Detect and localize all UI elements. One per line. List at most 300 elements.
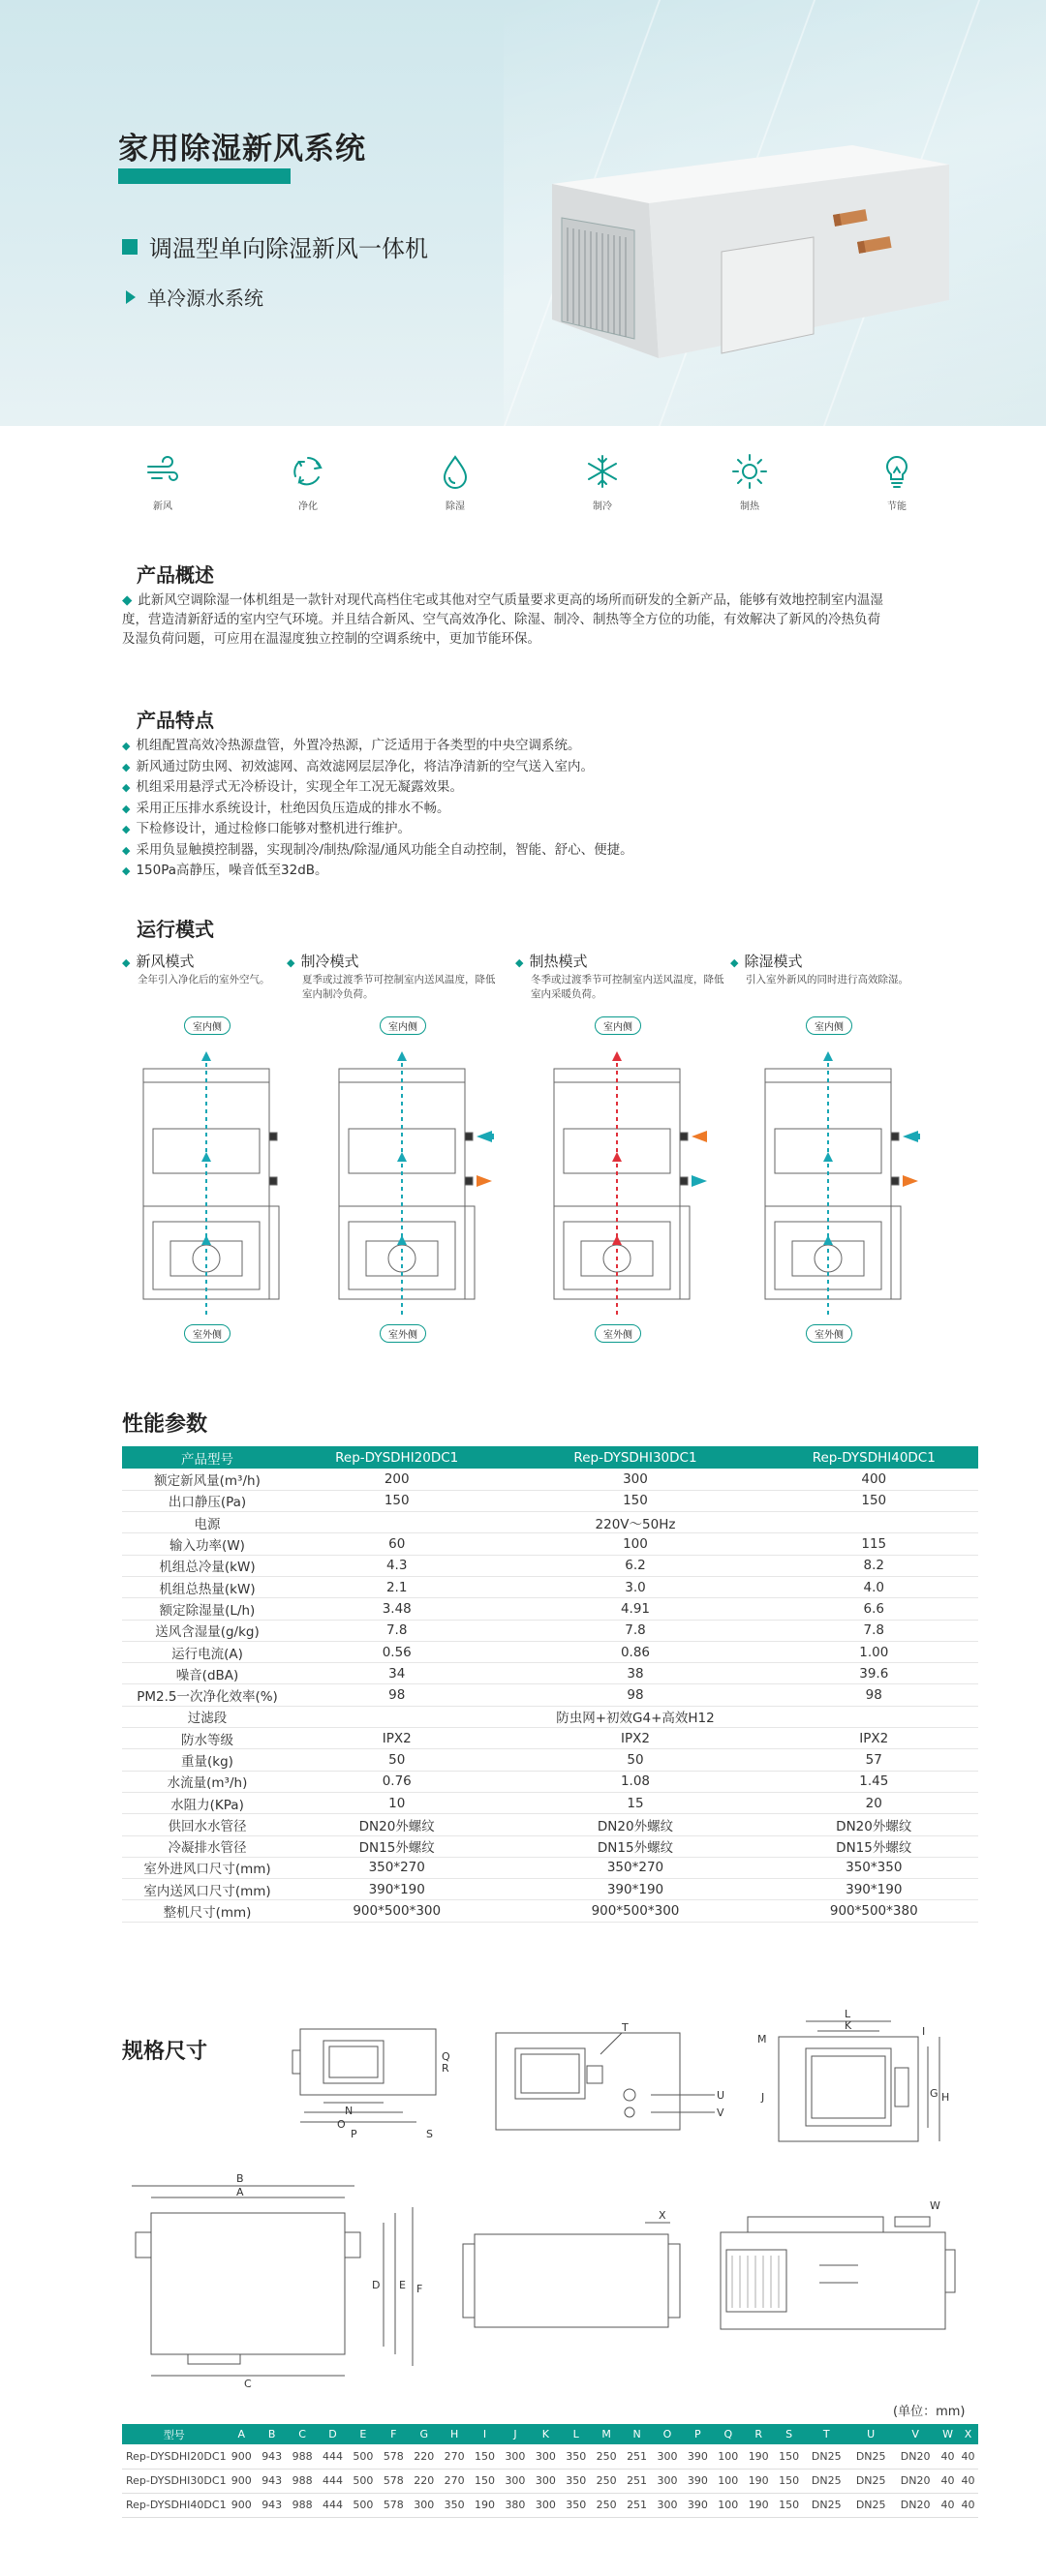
table-cell: 250 (591, 2493, 621, 2517)
outdoor-side-label: 室外侧 (380, 1324, 426, 1343)
table-cell: 390*190 (292, 1879, 501, 1900)
unit-note: (单位：mm) (893, 2405, 966, 2419)
table-cell: 390*190 (501, 1879, 769, 1900)
side-view-drawing (486, 2019, 738, 2145)
table-cell: 300 (531, 2493, 561, 2517)
table-cell (292, 1512, 501, 1533)
table-cell: 578 (379, 2444, 409, 2469)
table-cell: 4.91 (501, 1598, 769, 1620)
modes-title: 运行模式 (137, 918, 214, 941)
table-row (122, 1835, 978, 1857)
row-label: 出口静压(Pa) (122, 1490, 292, 1511)
row-label: 室内送风口尺寸(mm) (122, 1879, 292, 1900)
list-item: ◆ 机组配置高效冷热源盘管，外置冷热源，广泛适用于各类型的中央空调系统。 (122, 736, 897, 757)
table-cell: 900 (227, 2444, 257, 2469)
table-row (122, 1771, 978, 1792)
table-row (122, 1641, 978, 1662)
dim-label: A (236, 2186, 244, 2198)
table-cell: 4.0 (770, 1576, 978, 1597)
table-cell: 150 (774, 2493, 804, 2517)
table-cell: 220 (409, 2469, 439, 2493)
dim-label: J (761, 2091, 765, 2104)
table-cell: 251 (622, 2444, 652, 2469)
table-row (122, 1728, 978, 1749)
table-row (122, 1490, 978, 1511)
table-cell: 190 (470, 2493, 500, 2517)
table-cell: DN25 (804, 2469, 848, 2493)
model-cell: Rep-DYSDHI30DC1 (122, 2469, 227, 2493)
table-cell: 900*500*300 (501, 1900, 769, 1922)
table-cell: 300 (501, 1469, 769, 1490)
indoor-side-label: 室内侧 (380, 1016, 426, 1035)
table-cell: 1.00 (770, 1641, 978, 1662)
function-item: 除湿 (426, 453, 484, 512)
table-cell: 390*190 (770, 1879, 978, 1900)
table-header-cell: O (652, 2424, 682, 2444)
function-icons (114, 453, 947, 530)
table-cell: 350 (561, 2493, 591, 2517)
table-row (122, 1792, 978, 1813)
table-cell: 7.8 (292, 1620, 501, 1641)
table-row (122, 1684, 978, 1706)
table-cell: DN25 (804, 2493, 848, 2517)
table-cell: 40 (938, 2444, 958, 2469)
table-cell: 115 (770, 1533, 978, 1555)
table-header-cell: M (591, 2424, 621, 2444)
table-cell: DN25 (848, 2493, 893, 2517)
table-cell: 4.3 (292, 1555, 501, 1576)
dim-label: T (622, 2021, 629, 2034)
table-row (122, 2469, 978, 2493)
table-cell: 200 (292, 1469, 501, 1490)
table-cell: 40 (958, 2469, 978, 2493)
dim-label: V (717, 2106, 724, 2119)
dim-label: H (941, 2091, 950, 2104)
table-cell: 100 (501, 1533, 769, 1555)
list-item: ◆ 机组采用悬浮式无冷桥设计，实现全年工况无凝露效果。 (122, 777, 897, 799)
list-item: ◆ 150Pa高静压，噪音低至32dB。 (122, 861, 897, 882)
mode-diagram (124, 1016, 298, 1346)
table-cell: IPX2 (292, 1728, 501, 1749)
row-label: 机组总热量(kW) (122, 1576, 292, 1597)
function-item: 节能 (868, 453, 926, 512)
table-header-cell: U (848, 2424, 893, 2444)
overview-text: ◆ 此新风空调除湿一体机组是一款针对现代高档住宅或其他对空气质量要求更高的场所而研发的全新产品，能够有效地控制室内温湿度，营造清新舒适的室内空气环境。并且结合新风、空气高效净化、除湿、制冷、制热等全方位的功能，有效解决了新风的冷热负荷及湿负荷问题，可应用在温湿度独立控制的空调系统中，更加节能环保。 (122, 592, 883, 647)
table-cell: 988 (287, 2444, 317, 2469)
table-cell: 50 (501, 1749, 769, 1771)
table-row (122, 1749, 978, 1771)
table-cell: 900*500*300 (292, 1900, 501, 1922)
dim-label: W (930, 2199, 940, 2212)
table-cell: 350 (439, 2493, 469, 2517)
performance-title: 性能参数 (122, 1412, 208, 1437)
function-item: 制冷 (573, 453, 631, 512)
table-row (122, 1857, 978, 1878)
table-cell: 300 (652, 2493, 682, 2517)
table-cell: DN20外螺纹 (770, 1814, 978, 1835)
table-cell: 98 (292, 1684, 501, 1706)
table-row (122, 1706, 978, 1727)
table-header-cell: C (287, 2424, 317, 2444)
dim-label: R (442, 2062, 449, 2075)
table-header-cell: X (958, 2424, 978, 2444)
table-cell: DN20 (893, 2469, 938, 2493)
dim-label: F (416, 2283, 423, 2295)
row-label: 整机尺寸(mm) (122, 1900, 292, 1922)
table-header-cell: I (470, 2424, 500, 2444)
table-cell: 500 (348, 2493, 378, 2517)
lightbulb-icon (878, 453, 915, 490)
table-cell: 150 (470, 2469, 500, 2493)
table-cell: 400 (770, 1469, 978, 1490)
dim-label: C (244, 2378, 252, 2389)
table-cell: 444 (318, 2493, 348, 2517)
table-cell: 300 (500, 2444, 530, 2469)
table-cell: 防虫网+初效G4+高效H12 (501, 1706, 769, 1727)
table-row (122, 1469, 978, 1490)
table-cell: 390 (683, 2493, 713, 2517)
table-cell: 444 (318, 2469, 348, 2493)
list-item: ◆ 采用负显触摸控制器，实现制冷/制热/除湿/通风功能全自动控制，智能、舒心、便捷。 (122, 840, 897, 862)
row-label: 水流量(m³/h) (122, 1771, 292, 1792)
table-cell: 98 (770, 1684, 978, 1706)
table-cell: 3.0 (501, 1576, 769, 1597)
system-type: 单冷源水系统 (126, 283, 263, 311)
table-row (122, 1533, 978, 1555)
sun-icon (731, 453, 768, 490)
table-header-cell: H (439, 2424, 469, 2444)
table-cell: DN25 (804, 2444, 848, 2469)
dim-label: P (351, 2128, 357, 2140)
end-view-drawing (750, 2008, 953, 2153)
table-cell: 6.6 (770, 1598, 978, 1620)
row-label: 水阻力(KPa) (122, 1792, 292, 1813)
table-cell: IPX2 (501, 1728, 769, 1749)
dim-label: I (922, 2025, 926, 2038)
table-row (122, 1620, 978, 1641)
table-cell: 1.45 (770, 1771, 978, 1792)
table-row (122, 1663, 978, 1684)
table-cell: 943 (257, 2469, 287, 2493)
table-cell: 100 (713, 2444, 743, 2469)
table-cell: 943 (257, 2444, 287, 2469)
wind-icon (144, 453, 181, 490)
droplet-icon (437, 453, 474, 490)
table-cell: 15 (501, 1792, 769, 1813)
table-cell: 300 (500, 2469, 530, 2493)
table-cell: 40 (958, 2493, 978, 2517)
table-cell: 190 (743, 2444, 773, 2469)
row-label: 重量(kg) (122, 1749, 292, 1771)
table-header-cell: D (318, 2424, 348, 2444)
table-header-cell: W (938, 2424, 958, 2444)
table-cell: 8.2 (770, 1555, 978, 1576)
table-header-cell: K (531, 2424, 561, 2444)
table-cell: 150 (774, 2444, 804, 2469)
row-label: PM2.5一次净化效率(%) (122, 1684, 292, 1706)
table-cell: 270 (439, 2469, 469, 2493)
performance-table-body (122, 1469, 978, 1922)
function-item: 净化 (279, 453, 337, 512)
table-cell: 220 (409, 2444, 439, 2469)
table-cell: 0.56 (292, 1641, 501, 1662)
dim-label: Q (442, 2050, 450, 2063)
table-cell: 500 (348, 2444, 378, 2469)
table-cell: 7.8 (501, 1620, 769, 1641)
unit-section-diagram (535, 1016, 709, 1346)
profile-view-drawing (455, 2205, 697, 2370)
dim-label: M (757, 2033, 767, 2046)
row-label: 额定除湿量(L/h) (122, 1598, 292, 1620)
table-cell: 40 (958, 2444, 978, 2469)
table-cell: 50 (292, 1749, 501, 1771)
table-cell: 350*270 (292, 1857, 501, 1878)
row-label: 额定新风量(m³/h) (122, 1469, 292, 1490)
product-unit-illustration (542, 106, 959, 387)
dimension-table (122, 2424, 978, 2518)
hero-banner (0, 0, 1046, 426)
table-cell: 988 (287, 2469, 317, 2493)
model-cell: Rep-DYSDHI20DC1 (122, 2444, 227, 2469)
table-cell: 300 (652, 2444, 682, 2469)
row-label: 运行电流(A) (122, 1641, 292, 1662)
indoor-side-label: 室内侧 (595, 1016, 641, 1035)
table-cell: 20 (770, 1792, 978, 1813)
row-label: 冷凝排水管径 (122, 1835, 292, 1857)
table-cell: 350*270 (501, 1857, 769, 1878)
indoor-side-label: 室内侧 (184, 1016, 231, 1035)
dim-label: L (845, 2008, 851, 2020)
table-cell: 300 (531, 2444, 561, 2469)
table-header-cell: V (893, 2424, 938, 2444)
row-label: 电源 (122, 1512, 292, 1533)
table-cell: 220V～50Hz (501, 1512, 769, 1533)
table-cell: 390 (683, 2469, 713, 2493)
table-header-cell: Q (713, 2424, 743, 2444)
table-header-cell: T (804, 2424, 848, 2444)
table-cell: 251 (622, 2493, 652, 2517)
table-cell: 60 (292, 1533, 501, 1555)
table-header-cell: B (257, 2424, 287, 2444)
table-cell: 350*350 (770, 1857, 978, 1878)
table-cell: 0.76 (292, 1771, 501, 1792)
table-cell: 10 (292, 1792, 501, 1813)
table-cell: DN15外螺纹 (292, 1835, 501, 1857)
page-title: 家用除湿新风系统 (118, 132, 366, 167)
table-cell: 250 (591, 2469, 621, 2493)
table-header-cell: E (348, 2424, 378, 2444)
table-cell: DN15外螺纹 (770, 1835, 978, 1857)
dim-label: N (345, 2105, 354, 2117)
table-row (122, 1900, 978, 1922)
function-item: 制热 (721, 453, 779, 512)
table-cell: 150 (770, 1490, 978, 1511)
table-row (122, 1814, 978, 1835)
unit-section-diagram (746, 1016, 920, 1346)
table-cell: 578 (379, 2469, 409, 2493)
list-item: ◆ 新风通过防虫网、初效滤网、高效滤网层层净化，将洁净清新的空气送入室内。 (122, 757, 897, 778)
table-cell: 2.1 (292, 1576, 501, 1597)
table-cell: 300 (409, 2493, 439, 2517)
table-row (122, 1879, 978, 1900)
table-cell: 578 (379, 2493, 409, 2517)
row-label: 噪音(dBA) (122, 1663, 292, 1684)
outdoor-side-label: 室外侧 (806, 1324, 852, 1343)
table-header-cell: S (774, 2424, 804, 2444)
features-list (122, 736, 897, 882)
table-cell: 190 (743, 2469, 773, 2493)
product-subtitle: 调温型单向除湿新风一体机 (122, 229, 428, 263)
table-cell: 38 (501, 1663, 769, 1684)
dim-label: B (236, 2172, 244, 2185)
model-cell: Rep-DYSDHI40DC1 (122, 2493, 227, 2517)
table-cell: 300 (531, 2469, 561, 2493)
table-cell: IPX2 (770, 1728, 978, 1749)
row-label: 机组总冷量(kW) (122, 1555, 292, 1576)
table-row (122, 1576, 978, 1597)
indoor-side-label: 室内侧 (806, 1016, 852, 1035)
plan-view-drawing (122, 2172, 451, 2389)
overview-title: 产品概述 (137, 563, 214, 587)
triangle-bullet-icon (126, 290, 136, 304)
table-cell: DN20 (893, 2444, 938, 2469)
table-cell (770, 1706, 978, 1727)
table-row (122, 2444, 978, 2469)
table-row (122, 1555, 978, 1576)
mode-diagram (746, 1016, 920, 1346)
dim-label: S (426, 2128, 433, 2140)
table-cell: DN20外螺纹 (501, 1814, 769, 1835)
table-header-cell: 型号 (122, 2424, 227, 2444)
table-header-cell: 产品型号 (122, 1446, 292, 1469)
table-cell: 270 (439, 2444, 469, 2469)
dim-label: U (717, 2089, 725, 2102)
table-cell: DN25 (848, 2469, 893, 2493)
row-label: 输入功率(W) (122, 1533, 292, 1555)
table-row (122, 2493, 978, 2517)
row-label: 室外进风口尺寸(mm) (122, 1857, 292, 1878)
dim-label: G (930, 2087, 938, 2100)
table-cell: 251 (622, 2469, 652, 2493)
table-cell (292, 1706, 501, 1727)
mode-diagram (535, 1016, 709, 1346)
mode-diagram (320, 1016, 494, 1346)
table-cell: 3.48 (292, 1598, 501, 1620)
table-header-cell: Rep-DYSDHI40DC1 (770, 1446, 978, 1469)
table-cell: 39.6 (770, 1663, 978, 1684)
table-cell: DN15外螺纹 (501, 1835, 769, 1857)
table-cell: 150 (774, 2469, 804, 2493)
row-label: 送风含湿量(g/kg) (122, 1620, 292, 1641)
table-cell: 57 (770, 1749, 978, 1771)
diamond-bullet-icon: ◆ (122, 592, 133, 608)
table-header-cell: J (500, 2424, 530, 2444)
table-cell: 500 (348, 2469, 378, 2493)
list-item: ◆ 下检修设计，通过检修口能够对整机进行维护。 (122, 819, 897, 840)
table-cell: 150 (501, 1490, 769, 1511)
unit-section-diagram (320, 1016, 494, 1346)
table-header-cell: P (683, 2424, 713, 2444)
dim-label: D (372, 2279, 381, 2291)
table-cell: 300 (652, 2469, 682, 2493)
table-cell: 350 (561, 2469, 591, 2493)
table-cell: 190 (743, 2493, 773, 2517)
table-cell: DN20 (893, 2493, 938, 2517)
table-cell: 943 (257, 2493, 287, 2517)
table-cell: 350 (561, 2444, 591, 2469)
row-label: 防水等级 (122, 1728, 292, 1749)
row-label: 过滤段 (122, 1706, 292, 1727)
table-cell: DN25 (848, 2444, 893, 2469)
table-cell: 150 (470, 2444, 500, 2469)
front-view-drawing (291, 2019, 455, 2145)
dim-label: K (845, 2019, 852, 2032)
table-header-cell: R (743, 2424, 773, 2444)
table-cell: 390 (683, 2444, 713, 2469)
table-row (122, 1598, 978, 1620)
table-header-cell: G (409, 2424, 439, 2444)
table-cell: 900 (227, 2469, 257, 2493)
outdoor-side-label: 室外侧 (595, 1324, 641, 1343)
list-item: ◆ 采用正压排水系统设计，杜绝因负压造成的排水不畅。 (122, 799, 897, 820)
mode-cooling: ◆ 制冷模式 夏季或过渡季节可控制室内送风温度，降低室内制冷负荷。 (287, 951, 500, 1002)
mode-heating: ◆ 制热模式 冬季或过渡季节可控制室内送风温度，降低室内采暖负荷。 (515, 951, 728, 1002)
unit-section-diagram (124, 1016, 298, 1346)
performance-table (122, 1446, 978, 1923)
table-cell: 40 (938, 2469, 958, 2493)
square-bullet-icon (122, 239, 138, 255)
table-cell: 98 (501, 1684, 769, 1706)
dim-label: X (659, 2209, 666, 2222)
mode-fresh-air: ◆ 新风模式 全年引入净化后的室外空气。 (122, 951, 335, 987)
table-cell (770, 1512, 978, 1533)
dim-label: O (337, 2118, 346, 2131)
table-header-row (122, 1446, 978, 1469)
function-item: 新风 (134, 453, 192, 512)
table-cell: DN20外螺纹 (292, 1814, 501, 1835)
table-header-cell: Rep-DYSDHI20DC1 (292, 1446, 501, 1469)
table-cell: 988 (287, 2493, 317, 2517)
outdoor-side-label: 室外侧 (184, 1324, 231, 1343)
table-cell: 900*500*380 (770, 1900, 978, 1922)
title-underline (118, 168, 291, 184)
table-cell: 1.08 (501, 1771, 769, 1792)
table-cell: 444 (318, 2444, 348, 2469)
table-cell: 380 (500, 2493, 530, 2517)
table-header-row (122, 2424, 978, 2444)
dimension-table-body (122, 2444, 978, 2517)
snowflake-icon (584, 453, 621, 490)
table-header-cell: Rep-DYSDHI30DC1 (501, 1446, 769, 1469)
table-header-cell: F (379, 2424, 409, 2444)
table-cell: 40 (938, 2493, 958, 2517)
row-label: 供回水水管径 (122, 1814, 292, 1835)
table-row (122, 1512, 978, 1533)
table-cell: 34 (292, 1663, 501, 1684)
right-end-drawing (707, 2194, 969, 2368)
recycle-icon (290, 453, 326, 490)
table-cell: 100 (713, 2493, 743, 2517)
table-cell: 0.86 (501, 1641, 769, 1662)
table-cell: 900 (227, 2493, 257, 2517)
spec-title: 规格尺寸 (122, 2040, 208, 2064)
table-header-cell: A (227, 2424, 257, 2444)
table-header-cell: L (561, 2424, 591, 2444)
features-title: 产品特点 (137, 709, 214, 732)
table-cell: 6.2 (501, 1555, 769, 1576)
table-cell: 250 (591, 2444, 621, 2469)
table-cell: 150 (292, 1490, 501, 1511)
